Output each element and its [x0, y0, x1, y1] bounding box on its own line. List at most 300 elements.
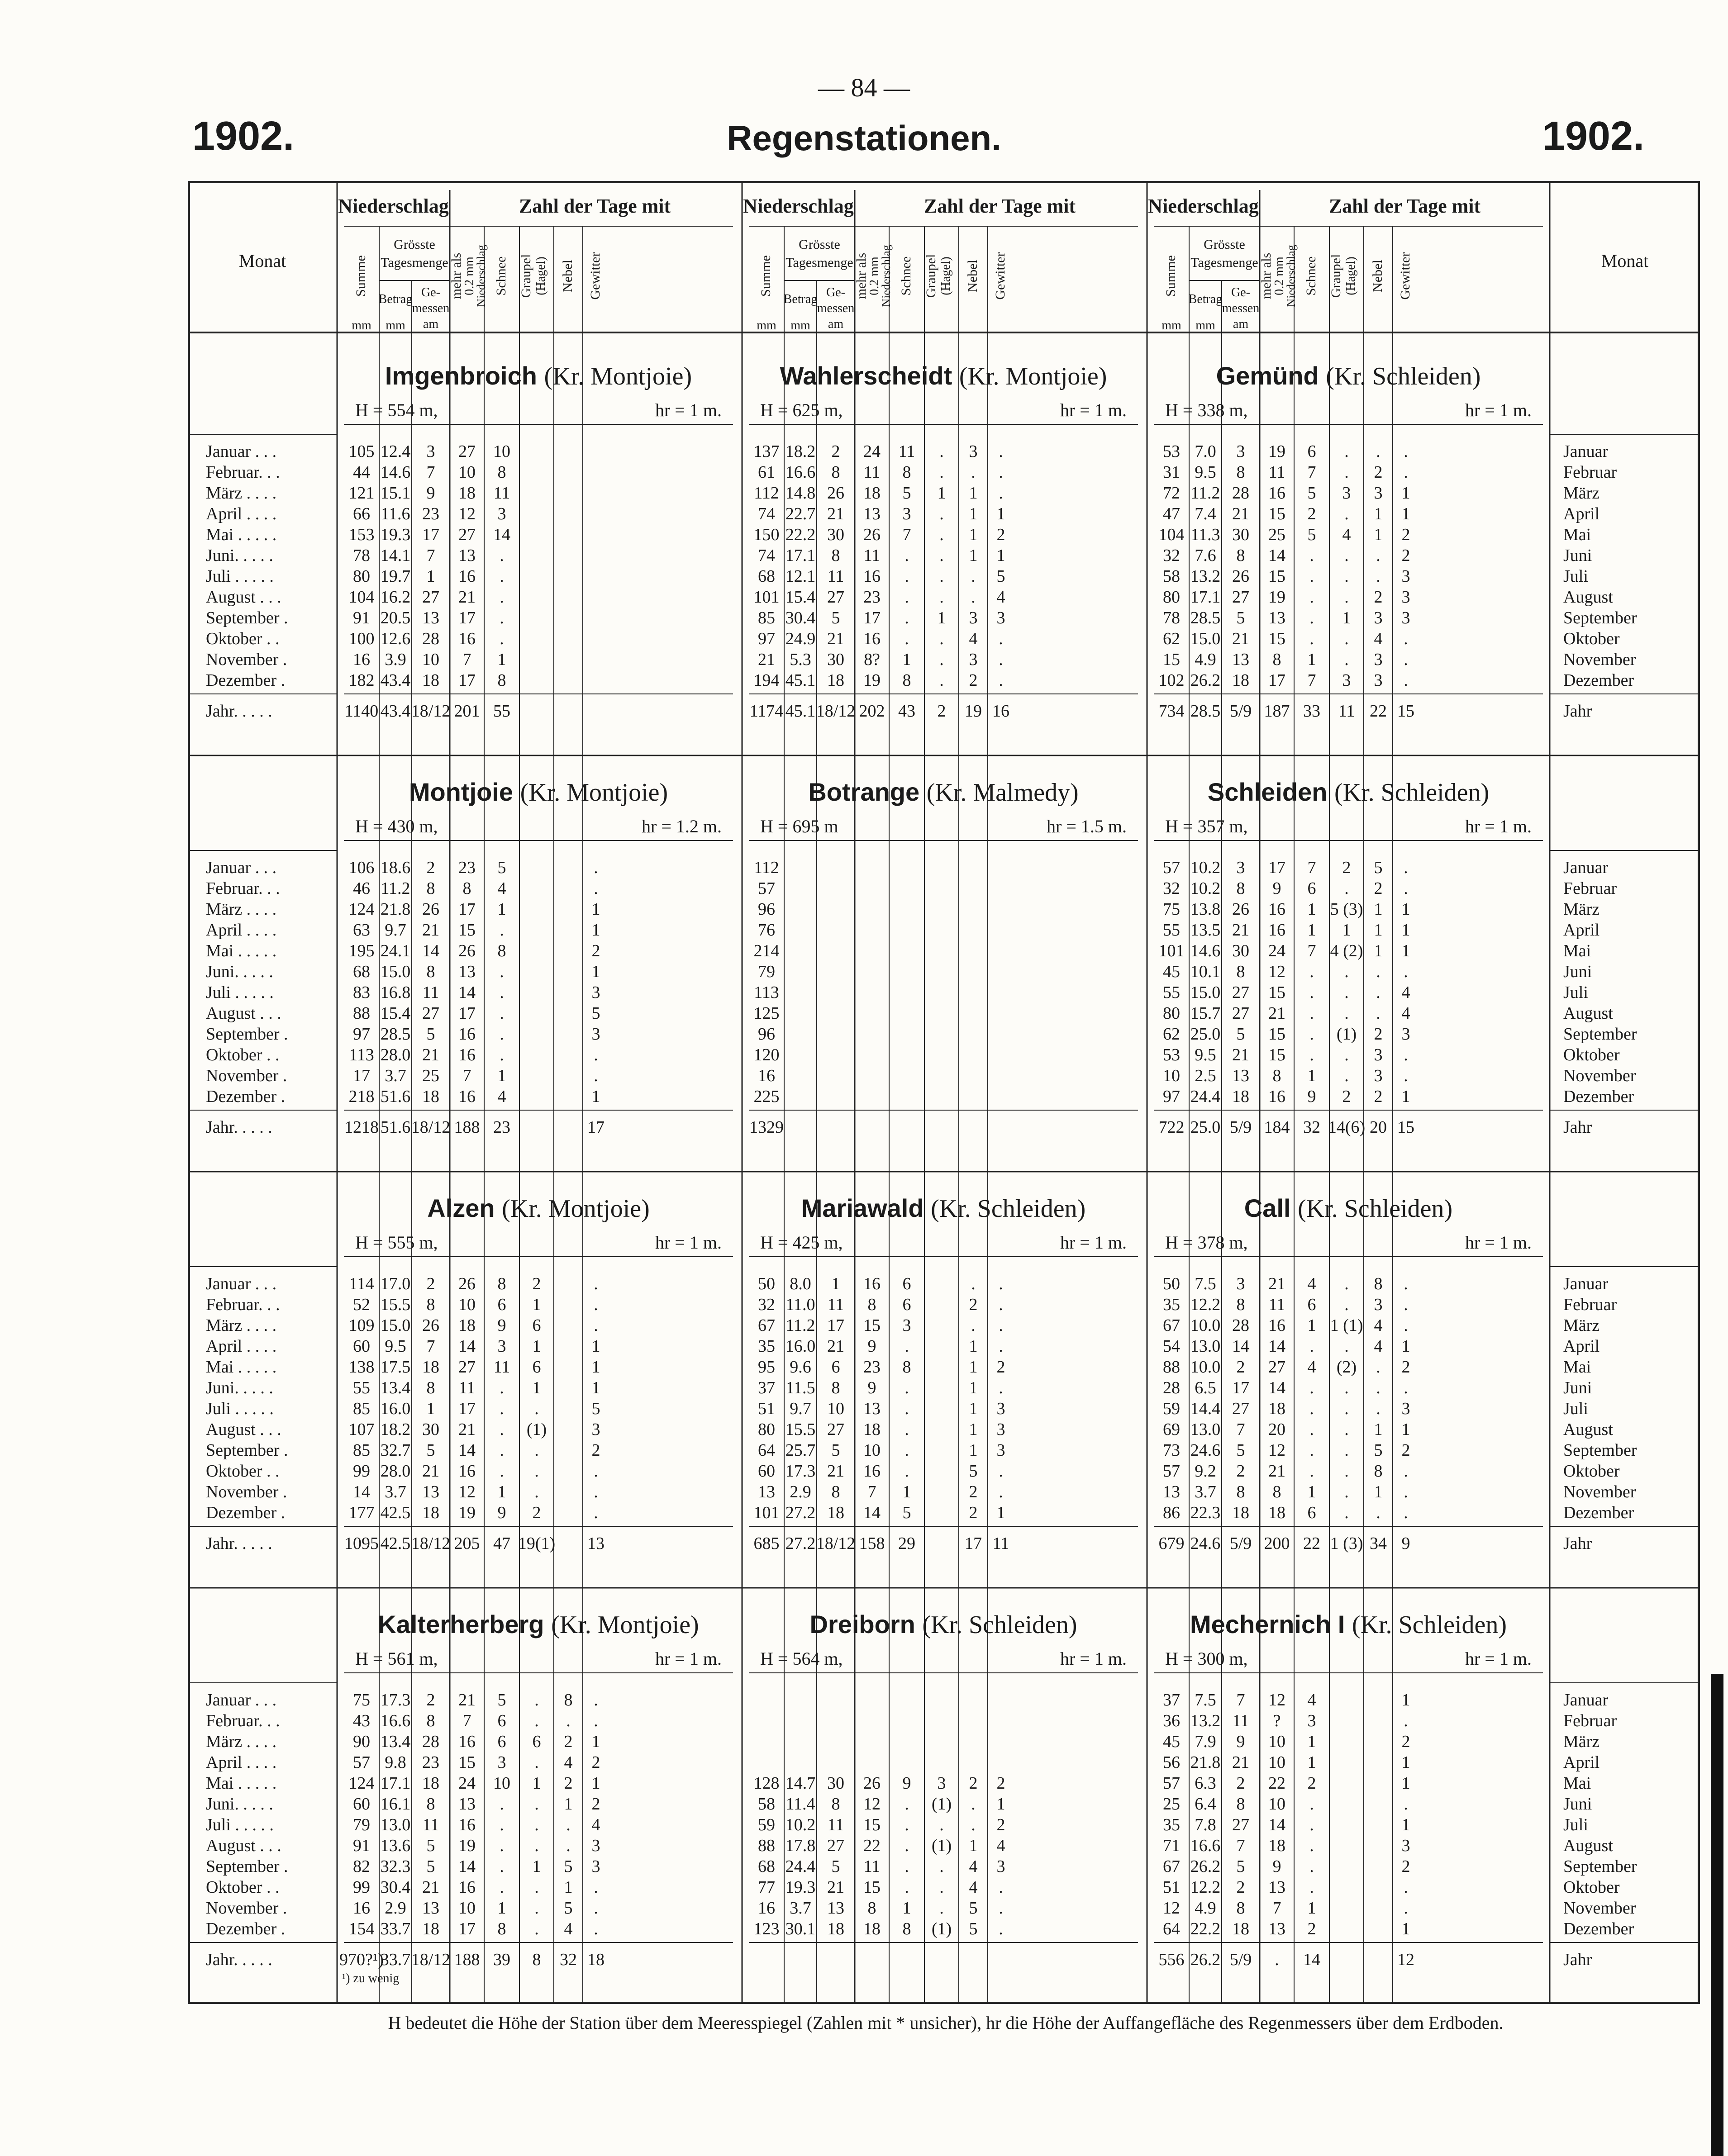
table-cell: 3 — [1236, 442, 1245, 461]
header-zahl-der-tage: Zahl der Tage mit — [924, 195, 1076, 217]
table-cell: 10.0 — [1190, 1358, 1221, 1377]
table-cell: 8 — [497, 671, 506, 690]
table-cell: . — [500, 629, 504, 648]
table-cell: 1 — [937, 608, 946, 627]
table-cell: 1 — [591, 921, 600, 940]
table-cell: 970?¹) — [339, 1950, 384, 1969]
table-cell: 9 — [867, 1337, 876, 1356]
table-cell: 27.2 — [785, 1534, 816, 1553]
header-betrag: Betrag — [378, 292, 413, 306]
table-cell: 8 — [831, 546, 840, 565]
table-cell: 19 — [1268, 588, 1285, 607]
table-cell: 10.2 — [785, 1815, 816, 1834]
table-cell: 18 — [863, 484, 881, 503]
table-cell: . — [1404, 879, 1408, 898]
table-cell: . — [971, 1316, 976, 1335]
table-cell: 28 — [1163, 1378, 1180, 1397]
table-cell: . — [534, 1815, 539, 1834]
table-cell: 33.7 — [380, 1950, 411, 1969]
table-cell: 22 — [1370, 702, 1387, 721]
table-cell: . — [1376, 442, 1380, 461]
table-cell: 19 — [1268, 442, 1285, 461]
month-label-left: April . . . . — [206, 504, 277, 523]
header-niederschlag: Niederschlag — [743, 195, 854, 217]
table-cell: 21 — [827, 1878, 844, 1897]
table-cell: 8 — [497, 1274, 506, 1293]
table-cell: . — [999, 1274, 1003, 1293]
table-cell: . — [1309, 588, 1314, 607]
table-cell: 26 — [458, 1274, 476, 1293]
table-cell: 33 — [1303, 702, 1320, 721]
table-cell: 17.1 — [380, 1774, 411, 1793]
table-cell: 22.2 — [785, 525, 816, 544]
table-cell: 15.0 — [380, 962, 411, 981]
table-cell: 1 — [902, 650, 911, 669]
table-cell: 4 — [1401, 983, 1410, 1002]
station-hr: hr = 1 m. — [1060, 400, 1127, 420]
table-cell: . — [1344, 504, 1349, 523]
table-cell: 1 — [1374, 941, 1383, 960]
month-label-left: August . . . — [206, 1836, 281, 1855]
table-cell: 6 — [1307, 1503, 1316, 1522]
table-cell: 1 — [591, 900, 600, 919]
table-cell: 100 — [348, 629, 375, 648]
table-cell: 1 — [532, 1378, 541, 1397]
table-cell: 9 — [867, 1378, 876, 1397]
table-cell: 45 — [1163, 1732, 1180, 1751]
table-cell: 4 — [1307, 1358, 1316, 1377]
table-cell: 18.6 — [380, 858, 411, 877]
month-label-right: Mai — [1563, 525, 1591, 544]
table-cell: 8 — [1236, 879, 1245, 898]
table-cell: 5 — [902, 1503, 911, 1522]
table-cell: 7 — [1236, 1836, 1245, 1855]
table-cell: 21 — [827, 504, 844, 523]
table-cell: . — [594, 1711, 598, 1730]
month-label-left: Mai . . . . . — [206, 941, 277, 960]
header-vertical: Niederschlag — [1285, 245, 1298, 307]
table-cell: . — [1404, 1316, 1408, 1335]
month-label-left: Oktober . . — [206, 1045, 280, 1064]
table-cell: . — [1344, 650, 1349, 669]
table-cell: 21 — [1268, 1462, 1285, 1481]
table-cell: . — [1344, 1503, 1349, 1522]
table-cell: 17 — [1268, 858, 1285, 877]
table-cell: 101 — [1158, 941, 1185, 960]
table-cell: . — [999, 1316, 1003, 1335]
station-name: Gemünd — [1216, 361, 1326, 390]
table-cell: 14 — [1303, 1950, 1320, 1969]
table-cell: 13.6 — [380, 1836, 411, 1855]
station-height: H = 430 m, — [355, 816, 438, 836]
header-mm: mm — [757, 318, 776, 332]
table-cell: 32.3 — [380, 1857, 411, 1876]
table-cell: 21 — [458, 588, 476, 607]
station-height: H = 554 m, — [355, 400, 438, 420]
table-cell: 5 — [969, 1899, 978, 1918]
table-cell: 15.5 — [785, 1420, 816, 1439]
table-cell: 27 — [458, 525, 476, 544]
table-cell: 19 — [458, 1836, 476, 1855]
table-cell: 2 — [591, 1441, 600, 1460]
header-mm: mm — [1162, 318, 1181, 332]
table-cell: 37 — [758, 1378, 775, 1397]
table-cell: . — [1376, 1503, 1380, 1522]
table-cell: 6 — [1307, 1295, 1316, 1314]
table-cell: 1 — [591, 1378, 600, 1397]
header-tagesmenge: Tagesmenge — [1190, 255, 1258, 270]
month-label-left: September . — [206, 1857, 288, 1876]
table-cell: 79 — [353, 1815, 370, 1834]
table-cell: 68 — [758, 1857, 775, 1876]
table-cell: 16.0 — [380, 1399, 411, 1418]
table-cell: 28 — [422, 629, 439, 648]
table-cell: 2.9 — [790, 1482, 811, 1501]
table-cell: . — [1344, 1462, 1349, 1481]
table-cell: . — [1404, 650, 1408, 669]
month-label-left: August . . . — [206, 1004, 281, 1023]
table-cell: 13.2 — [1190, 1711, 1221, 1730]
table-cell: 21 — [1232, 1753, 1249, 1772]
table-cell: . — [500, 1441, 504, 1460]
month-label-left: Jahr. . . . . — [206, 1950, 272, 1969]
table-cell: 28.0 — [380, 1462, 411, 1481]
table-cell: . — [500, 546, 504, 565]
table-cell: 17 — [458, 671, 476, 690]
table-cell: 28 — [1232, 484, 1249, 503]
table-cell: 2 — [1236, 1462, 1245, 1481]
station-title — [809, 1610, 1077, 1639]
table-cell: 97 — [758, 629, 775, 648]
table-cell: 27 — [1232, 1004, 1249, 1023]
table-cell: 2 — [831, 442, 840, 461]
station-title — [780, 361, 1107, 390]
table-cell: 11 — [827, 1295, 844, 1314]
table-cell: . — [1344, 629, 1349, 648]
station-kreis: (Kr. Schleiden) — [1334, 779, 1490, 807]
table-cell: 16.8 — [380, 983, 411, 1002]
table-cell: . — [999, 484, 1003, 503]
table-cell: 1 — [996, 1503, 1005, 1522]
table-cell: 21 — [827, 629, 844, 648]
table-cell: 57 — [1163, 1774, 1180, 1793]
table-cell: 99 — [353, 1878, 370, 1897]
table-cell: 9.5 — [1195, 463, 1216, 482]
header-vertical: Gewitter — [1398, 252, 1413, 300]
table-cell: 2 — [1342, 858, 1351, 877]
table-cell: 13 — [1268, 608, 1285, 627]
table-cell: 26.2 — [1190, 1950, 1221, 1969]
station-name: Mariawald — [801, 1194, 931, 1222]
table-cell: 4 — [1307, 1274, 1316, 1293]
station-kreis: (Kr. Montjoie) — [544, 362, 692, 390]
table-cell: 15.4 — [380, 1004, 411, 1023]
table-cell: 13 — [458, 1795, 476, 1814]
table-cell: 26 — [422, 900, 439, 919]
table-cell: 8.0 — [790, 1274, 811, 1293]
table-cell: 3 — [426, 442, 435, 461]
table-cell: 7 — [462, 650, 471, 669]
table-cell: 1 — [969, 1441, 978, 1460]
table-cell: 188 — [454, 1118, 480, 1137]
station-title — [801, 1194, 1085, 1223]
table-cell: 8 — [1236, 1295, 1245, 1314]
table-cell: 13 — [827, 1899, 844, 1918]
table-cell: 26 — [827, 484, 844, 503]
table-cell: 1 — [1401, 1691, 1410, 1710]
table-cell: 3 — [1374, 650, 1383, 669]
table-cell: 74 — [758, 504, 775, 523]
station-height: H = 338 m, — [1165, 400, 1248, 420]
table-cell: 13.0 — [380, 1815, 411, 1834]
table-cell: 1 — [426, 567, 435, 586]
table-cell: 62 — [1163, 629, 1180, 648]
table-cell: 1140 — [344, 702, 379, 721]
table-cell: 3.7 — [1195, 1482, 1216, 1501]
table-cell: 96 — [758, 1025, 775, 1044]
table-cell: 16.2 — [380, 588, 411, 607]
table-cell: 57 — [1163, 858, 1180, 877]
table-cell: 1 — [1401, 1420, 1410, 1439]
month-label-left: Januar . . . — [206, 442, 277, 461]
station-name: Call — [1244, 1194, 1298, 1222]
table-cell: 5 — [426, 1441, 435, 1460]
header-tagesmenge: Tagesmenge — [785, 255, 853, 270]
table-cell: 17.1 — [785, 546, 816, 565]
table-cell: 3 — [1342, 484, 1351, 503]
table-cell: 10 — [493, 442, 510, 461]
table-cell: . — [904, 1857, 909, 1876]
table-cell: 64 — [758, 1441, 775, 1460]
table-cell: 1 — [1307, 921, 1316, 940]
table-cell: . — [939, 546, 944, 565]
table-cell: 30 — [827, 525, 844, 544]
table-cell: 1 — [1401, 1087, 1410, 1106]
month-label-right: Mai — [1563, 941, 1591, 960]
table-cell: 2 — [1401, 1857, 1410, 1876]
table-cell: 85 — [758, 608, 775, 627]
table-cell: 18.2 — [785, 442, 816, 461]
table-cell: 1 — [996, 504, 1005, 523]
table-cell: 26 — [422, 1316, 439, 1335]
table-cell: 17.5 — [380, 1358, 411, 1377]
table-cell: 10 — [493, 1774, 510, 1793]
table-cell: . — [500, 1795, 504, 1814]
table-cell: . — [939, 463, 944, 482]
table-cell: 1 — [1401, 921, 1410, 940]
table-cell: 24.6 — [1190, 1534, 1221, 1553]
table-cell: 12 — [458, 504, 476, 523]
table-cell: 23 — [863, 1358, 881, 1377]
table-cell: 3 — [1236, 858, 1245, 877]
month-label-right: August — [1563, 1420, 1613, 1439]
month-label-right: November — [1563, 650, 1636, 669]
table-cell: 10.2 — [1190, 879, 1221, 898]
header-groesste: Grösste — [1204, 237, 1245, 252]
table-cell: 6.3 — [1195, 1774, 1216, 1793]
table-cell: 71 — [1163, 1836, 1180, 1855]
table-cell: . — [904, 1795, 909, 1814]
table-cell: 55 — [1163, 921, 1180, 940]
table-cell: 2 — [591, 1795, 600, 1814]
table-cell: 59 — [758, 1815, 775, 1834]
table-cell: 15 — [1163, 650, 1180, 669]
table-cell: 1 — [969, 1836, 978, 1855]
table-cell: . — [500, 1462, 504, 1481]
table-cell: 13.4 — [380, 1378, 411, 1397]
table-cell: 2 — [426, 858, 435, 877]
table-cell: 7.0 — [1195, 442, 1216, 461]
table-cell: 13 — [422, 608, 439, 627]
station-title — [427, 1194, 650, 1223]
month-label-right: Mai — [1563, 1358, 1591, 1377]
table-cell: 21 — [827, 1462, 844, 1481]
table-cell: (1) — [526, 1420, 547, 1439]
table-cell: 154 — [348, 1919, 375, 1938]
table-cell: 1 — [1401, 941, 1410, 960]
table-cell: 2 — [564, 1732, 573, 1751]
station-title — [409, 778, 668, 807]
month-label-right: Dezember — [1563, 671, 1634, 690]
table-cell: . — [1309, 1836, 1314, 1855]
month-label-left: Februar. . . — [206, 879, 280, 898]
table-cell: . — [500, 921, 504, 940]
table-cell: 6 — [497, 1732, 506, 1751]
table-cell: 58 — [1163, 567, 1180, 586]
table-cell: 27.2 — [785, 1503, 816, 1522]
station-title — [1244, 1194, 1452, 1223]
table-cell: (1) — [931, 1795, 952, 1814]
table-cell: . — [999, 1337, 1003, 1356]
table-cell: ? — [1273, 1711, 1281, 1730]
table-cell: 3 — [1401, 1836, 1410, 1855]
table-cell: . — [534, 1899, 539, 1918]
table-cell: 679 — [1158, 1534, 1185, 1553]
table-cell: 13 — [1232, 650, 1249, 669]
table-cell: 2 — [1374, 588, 1383, 607]
header-vertical: Nebel — [560, 260, 575, 292]
table-cell: 97 — [353, 1025, 370, 1044]
table-cell: 18 — [458, 484, 476, 503]
table-cell: 5 — [426, 1857, 435, 1876]
table-cell: 30 — [1232, 525, 1249, 544]
table-cell: . — [534, 1441, 539, 1460]
table-cell: 1 — [969, 1337, 978, 1356]
table-cell: 8 — [1272, 1066, 1281, 1085]
table-cell: 31 — [1163, 463, 1180, 482]
table-cell: 2 — [591, 941, 600, 960]
table-cell: 1 — [591, 1774, 600, 1793]
year-right: 1902. — [1542, 114, 1644, 159]
table-cell: 17.8 — [785, 1836, 816, 1855]
table-cell: 61 — [758, 463, 775, 482]
table-cell: 15 — [1397, 702, 1414, 721]
table-cell: 5 (3) — [1330, 900, 1363, 919]
month-label-right: September — [1563, 1857, 1637, 1876]
month-label-right: September — [1563, 1441, 1637, 1460]
table-cell: . — [500, 567, 504, 586]
table-cell: 722 — [1158, 1118, 1185, 1137]
table-cell: 16 — [353, 1899, 370, 1918]
table-cell: 37 — [1163, 1691, 1180, 1710]
table-cell: . — [1344, 463, 1349, 482]
table-cell: 1 — [1374, 1420, 1383, 1439]
table-cell: 734 — [1158, 702, 1185, 721]
station-hr: hr = 1 m. — [655, 400, 722, 420]
scan-edge-mark — [1711, 1674, 1723, 2156]
station-height: H = 625 m, — [760, 400, 843, 420]
table-cell: 5 — [564, 1857, 573, 1876]
table-cell: 12 — [1397, 1950, 1414, 1969]
table-cell: 2 — [1236, 1774, 1245, 1793]
table-cell: . — [500, 1004, 504, 1023]
table-cell: 2 — [426, 1274, 435, 1293]
table-cell: 85 — [353, 1441, 370, 1460]
month-label-right: Dezember — [1563, 1087, 1634, 1106]
table-cell: 2 — [996, 525, 1005, 544]
table-cell: . — [500, 962, 504, 981]
table-cell: 4 — [1374, 1316, 1383, 1335]
month-label-right: Juli — [1563, 1815, 1588, 1834]
table-cell: 7.4 — [1195, 504, 1216, 523]
month-label-left: November . — [206, 1899, 287, 1918]
table-cell: 9 — [1272, 879, 1281, 898]
table-cell: 9 — [1236, 1732, 1245, 1751]
table-cell: . — [500, 1025, 504, 1044]
table-cell: . — [904, 1836, 909, 1855]
month-label-left: September . — [206, 1025, 288, 1044]
table-cell: 11 — [1268, 463, 1285, 482]
table-cell: 36 — [1163, 1711, 1180, 1730]
header-vertical: Gewitter — [993, 252, 1008, 300]
table-cell: 16 — [458, 1045, 476, 1064]
table-cell: 114 — [349, 1274, 374, 1293]
table-cell: 1 — [969, 546, 978, 565]
table-cell: 19.7 — [380, 567, 411, 586]
table-cell: . — [500, 1857, 504, 1876]
table-cell: 218 — [348, 1087, 375, 1106]
table-cell: 5/9 — [1229, 702, 1252, 721]
table-cell: 16 — [1268, 1316, 1285, 1335]
table-cell: 11.4 — [785, 1795, 815, 1814]
table-cell: 8 — [902, 463, 911, 482]
table-cell: 5 — [564, 1899, 573, 1918]
table-cell: 11 — [422, 983, 439, 1002]
month-label-left: Dezember . — [206, 1503, 286, 1522]
table-cell: (1) — [931, 1836, 952, 1855]
station-title — [378, 1610, 699, 1639]
month-label-left: Dezember . — [206, 1919, 286, 1938]
table-cell: 7 — [1236, 1691, 1245, 1710]
table-cell: 6.4 — [1195, 1795, 1216, 1814]
table-cell: 6.5 — [1195, 1378, 1216, 1397]
table-cell: 8 — [831, 1795, 840, 1814]
table-cell: 67 — [758, 1316, 775, 1335]
table-cell: 13 — [1268, 1919, 1285, 1938]
table-cell: 3 — [497, 1337, 506, 1356]
table-cell: 79 — [758, 962, 775, 981]
table-cell: 1218 — [344, 1118, 379, 1137]
table-cell: 20 — [1268, 1420, 1285, 1439]
table-cell: . — [1376, 1399, 1380, 1418]
table-cell: 18 — [1268, 1503, 1285, 1522]
table-cell: 1 (1) — [1330, 1316, 1363, 1335]
table-cell: 12 — [1268, 962, 1285, 981]
table-cell: 16 — [758, 1066, 775, 1085]
table-cell: 21 — [1268, 1004, 1285, 1023]
station-hr: hr = 1 m. — [1465, 400, 1532, 420]
table-cell: 9.5 — [385, 1337, 406, 1356]
